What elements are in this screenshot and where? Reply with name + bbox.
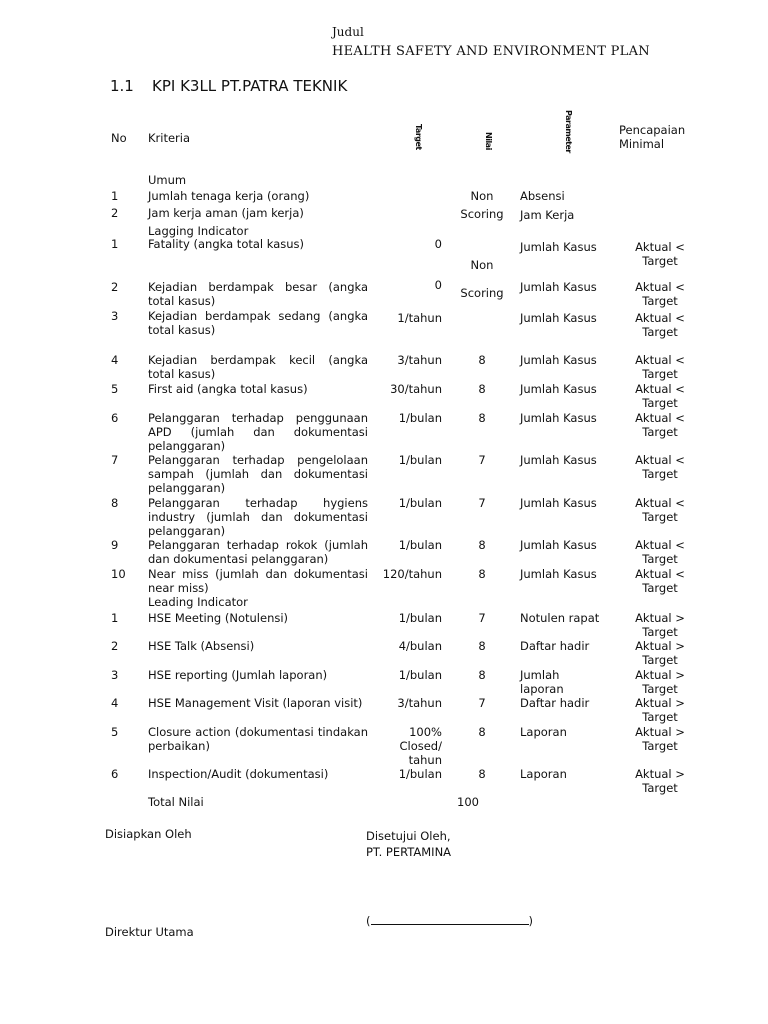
lagging-row-9-no: 9 bbox=[111, 538, 119, 552]
lagging-row-3-pencapaian: Aktual < Target bbox=[635, 311, 685, 339]
lagging-row-10-parameter: Jumlah Kasus bbox=[520, 567, 597, 581]
umum-row-2-kriteria: Jam kerja aman (jam kerja) bbox=[148, 206, 304, 220]
leading-row-2-target: 4/bulan bbox=[398, 639, 442, 653]
column-header-target: Target bbox=[414, 124, 423, 150]
lagging-row-8-kriteria: Pelanggaran terhadap hygiens industry (jumlah dan dokumentasi pelanggaran) bbox=[148, 496, 368, 538]
umum-row-1-no: 1 bbox=[111, 189, 119, 203]
leading-row-1-pencapaian: Aktual > Target bbox=[635, 611, 685, 639]
section-title: KPI K3LL PT.PATRA TEKNIK bbox=[152, 77, 348, 95]
group-label-umum: Umum bbox=[148, 173, 187, 187]
lagging-row-9-pencapaian: Aktual < Target bbox=[635, 538, 685, 566]
leading-row-5-target: 100% Closed/ tahun bbox=[399, 725, 442, 767]
leading-row-2-nilai: 8 bbox=[478, 639, 486, 653]
leading-row-3-parameter: Jumlah laporan bbox=[520, 668, 564, 696]
signature-close-paren: ) bbox=[528, 914, 533, 928]
lagging-row-2-parameter: Jumlah Kasus bbox=[520, 280, 597, 294]
umum-row-2-nilai: Scoring bbox=[460, 207, 504, 221]
lagging-row-9-nilai: 8 bbox=[478, 538, 486, 552]
lagging-row-9-parameter: Jumlah Kasus bbox=[520, 538, 597, 552]
lagging-row-7-parameter: Jumlah Kasus bbox=[520, 453, 597, 467]
column-header-parameter: Parameter bbox=[564, 110, 573, 153]
leading-row-4-no: 4 bbox=[111, 696, 119, 710]
column-header-pencapaian: Pencapaian Minimal bbox=[619, 123, 686, 151]
umum-row-1-kriteria: Jumlah tenaga kerja (orang) bbox=[148, 189, 310, 203]
lagging-row-3-no: 3 bbox=[111, 309, 119, 323]
approver-organization: PT. PERTAMINA bbox=[366, 845, 452, 859]
lagging-row-8-parameter: Jumlah Kasus bbox=[520, 496, 597, 510]
lagging-row-7-pencapaian: Aktual < Target bbox=[635, 453, 685, 481]
umum-row-1-nilai: Non bbox=[470, 189, 494, 203]
leading-row-4-nilai: 7 bbox=[478, 696, 486, 710]
lagging-row-6-pencapaian: Aktual < Target bbox=[635, 411, 685, 439]
leading-row-2-parameter: Daftar hadir bbox=[520, 639, 590, 653]
lagging-row-2-pencapaian: Aktual < Target bbox=[635, 280, 685, 308]
lagging-row-4-target: 3/tahun bbox=[397, 353, 442, 367]
signature-line bbox=[366, 914, 533, 928]
leading-row-3-pencapaian: Aktual > Target bbox=[635, 668, 685, 696]
umum-row-2-parameter: Jam Kerja bbox=[520, 208, 575, 222]
umum-row-1-parameter: Absensi bbox=[520, 189, 565, 203]
lagging-row-6-no: 6 bbox=[111, 411, 119, 425]
lagging-row-10-no: 10 bbox=[111, 567, 126, 581]
lagging-row-1-target: 0 bbox=[434, 237, 442, 251]
lagging-row-4-nilai: 8 bbox=[478, 353, 486, 367]
leading-row-5-no: 5 bbox=[111, 725, 119, 739]
leading-row-3-kriteria: HSE reporting (Jumlah laporan) bbox=[148, 668, 328, 682]
lagging-nilai-scoring: Scoring bbox=[460, 286, 504, 300]
leading-row-1-kriteria: HSE Meeting (Notulensi) bbox=[148, 611, 289, 625]
leading-row-2-pencapaian: Aktual > Target bbox=[635, 639, 685, 667]
leading-row-6-nilai: 8 bbox=[478, 767, 486, 781]
column-header-nilai: Nilai bbox=[484, 132, 493, 150]
group-label-lagging: Lagging Indicator bbox=[148, 224, 249, 238]
leading-row-6-target: 1/bulan bbox=[398, 767, 442, 781]
lagging-row-6-target: 1/bulan bbox=[398, 411, 442, 425]
lagging-row-7-target: 1/bulan bbox=[398, 453, 442, 467]
lagging-row-10-nilai: 8 bbox=[478, 567, 486, 581]
lagging-row-5-no: 5 bbox=[111, 382, 119, 396]
leading-row-5-nilai: 8 bbox=[478, 725, 486, 739]
leading-row-6-pencapaian: Aktual > Target bbox=[635, 767, 685, 795]
lagging-row-1-parameter: Jumlah Kasus bbox=[520, 240, 597, 254]
total-label: Total Nilai bbox=[148, 795, 204, 809]
lagging-row-5-kriteria: First aid (angka total kasus) bbox=[148, 382, 308, 396]
document-title: HEALTH SAFETY AND ENVIRONMENT PLAN bbox=[332, 44, 650, 59]
lagging-row-8-no: 8 bbox=[111, 496, 119, 510]
judul-label: Judul bbox=[332, 25, 364, 39]
lagging-row-7-no: 7 bbox=[111, 453, 119, 467]
lagging-row-5-nilai: 8 bbox=[478, 382, 486, 396]
section-number: 1.1 bbox=[110, 77, 134, 95]
lagging-row-5-pencapaian: Aktual < Target bbox=[635, 382, 685, 410]
lagging-row-6-kriteria: Pelanggaran terhadap penggunaan APD (jumlah dan dokumentasi pelanggaran) bbox=[148, 411, 368, 453]
lagging-row-9-target: 1/bulan bbox=[398, 538, 442, 552]
leading-row-6-parameter: Laporan bbox=[520, 767, 567, 781]
lagging-row-10-kriteria: Near miss (jumlah dan dokumentasi near miss) bbox=[148, 567, 368, 595]
leading-row-1-no: 1 bbox=[111, 611, 119, 625]
lagging-row-3-parameter: Jumlah Kasus bbox=[520, 311, 597, 325]
lagging-nilai-non: Non bbox=[470, 258, 494, 272]
leading-row-4-kriteria: HSE Management Visit (laporan visit) bbox=[148, 696, 363, 710]
director-label: Direktur Utama bbox=[105, 925, 194, 939]
lagging-row-4-pencapaian: Aktual < Target bbox=[635, 353, 685, 381]
leading-row-4-target: 3/tahun bbox=[397, 696, 442, 710]
leading-row-6-no: 6 bbox=[111, 767, 119, 781]
leading-row-1-parameter: Notulen rapat bbox=[520, 611, 600, 625]
lagging-row-9-kriteria: Pelanggaran terhadap rokok (jumlah dan dokumentasi pelanggaran) bbox=[148, 538, 368, 566]
lagging-row-8-pencapaian: Aktual < Target bbox=[635, 496, 685, 524]
lagging-row-6-parameter: Jumlah Kasus bbox=[520, 411, 597, 425]
lagging-row-10-target: 120/tahun bbox=[382, 567, 442, 581]
column-header-kriteria: Kriteria bbox=[148, 131, 191, 145]
leading-row-4-parameter: Daftar hadir bbox=[520, 696, 590, 710]
column-header-no: No bbox=[111, 131, 127, 145]
lagging-row-2-no: 2 bbox=[111, 280, 119, 294]
lagging-row-6-nilai: 8 bbox=[478, 411, 486, 425]
leading-row-6-kriteria: Inspection/Audit (dokumentasi) bbox=[148, 767, 329, 781]
lagging-row-3-target: 1/tahun bbox=[397, 311, 442, 325]
umum-row-2-no: 2 bbox=[111, 206, 119, 220]
leading-row-5-pencapaian: Aktual > Target bbox=[635, 725, 685, 753]
leading-row-5-parameter: Laporan bbox=[520, 725, 567, 739]
leading-row-2-kriteria: HSE Talk (Absensi) bbox=[148, 639, 255, 653]
lagging-row-2-kriteria: Kejadian berdampak besar (angka total kasus) bbox=[148, 280, 368, 308]
lagging-row-4-no: 4 bbox=[111, 353, 119, 367]
lagging-row-1-no: 1 bbox=[111, 237, 119, 251]
lagging-row-5-parameter: Jumlah Kasus bbox=[520, 382, 597, 396]
leading-row-1-target: 1/bulan bbox=[398, 611, 442, 625]
lagging-row-2-target: 0 bbox=[434, 278, 442, 292]
approved-by-label: Disetujui Oleh, bbox=[366, 829, 451, 843]
lagging-row-4-kriteria: Kejadian berdampak kecil (angka total kasus) bbox=[148, 353, 368, 381]
signature-rule bbox=[371, 914, 529, 925]
group-label-leading: Leading Indicator bbox=[148, 595, 248, 609]
lagging-row-8-nilai: 7 bbox=[478, 496, 486, 510]
lagging-row-3-kriteria: Kejadian berdampak sedang (angka total kasus) bbox=[148, 309, 368, 337]
lagging-row-1-kriteria: Fatality (angka total kasus) bbox=[148, 237, 305, 251]
leading-row-2-no: 2 bbox=[111, 639, 119, 653]
lagging-row-4-parameter: Jumlah Kasus bbox=[520, 353, 597, 367]
leading-row-4-pencapaian: Aktual > Target bbox=[635, 696, 685, 724]
lagging-row-8-target: 1/bulan bbox=[398, 496, 442, 510]
total-value: 100 bbox=[457, 795, 479, 809]
leading-row-3-no: 3 bbox=[111, 668, 119, 682]
leading-row-5-kriteria: Closure action (dokumentasi tindakan perbaikan) bbox=[148, 725, 368, 753]
lagging-row-5-target: 30/tahun bbox=[390, 382, 442, 396]
lagging-row-7-nilai: 7 bbox=[478, 453, 486, 467]
lagging-row-1-pencapaian: Aktual < Target bbox=[635, 240, 685, 268]
leading-row-1-nilai: 7 bbox=[478, 611, 486, 625]
leading-row-3-nilai: 8 bbox=[478, 668, 486, 682]
prepared-by-label: Disiapkan Oleh bbox=[105, 827, 192, 841]
signature-open-paren: ( bbox=[366, 914, 371, 928]
lagging-row-7-kriteria: Pelanggaran terhadap pengelolaan sampah (jumlah dan dokumentasi pelanggaran) bbox=[148, 453, 368, 495]
lagging-row-10-pencapaian: Aktual < Target bbox=[635, 567, 685, 595]
leading-row-3-target: 1/bulan bbox=[398, 668, 442, 682]
